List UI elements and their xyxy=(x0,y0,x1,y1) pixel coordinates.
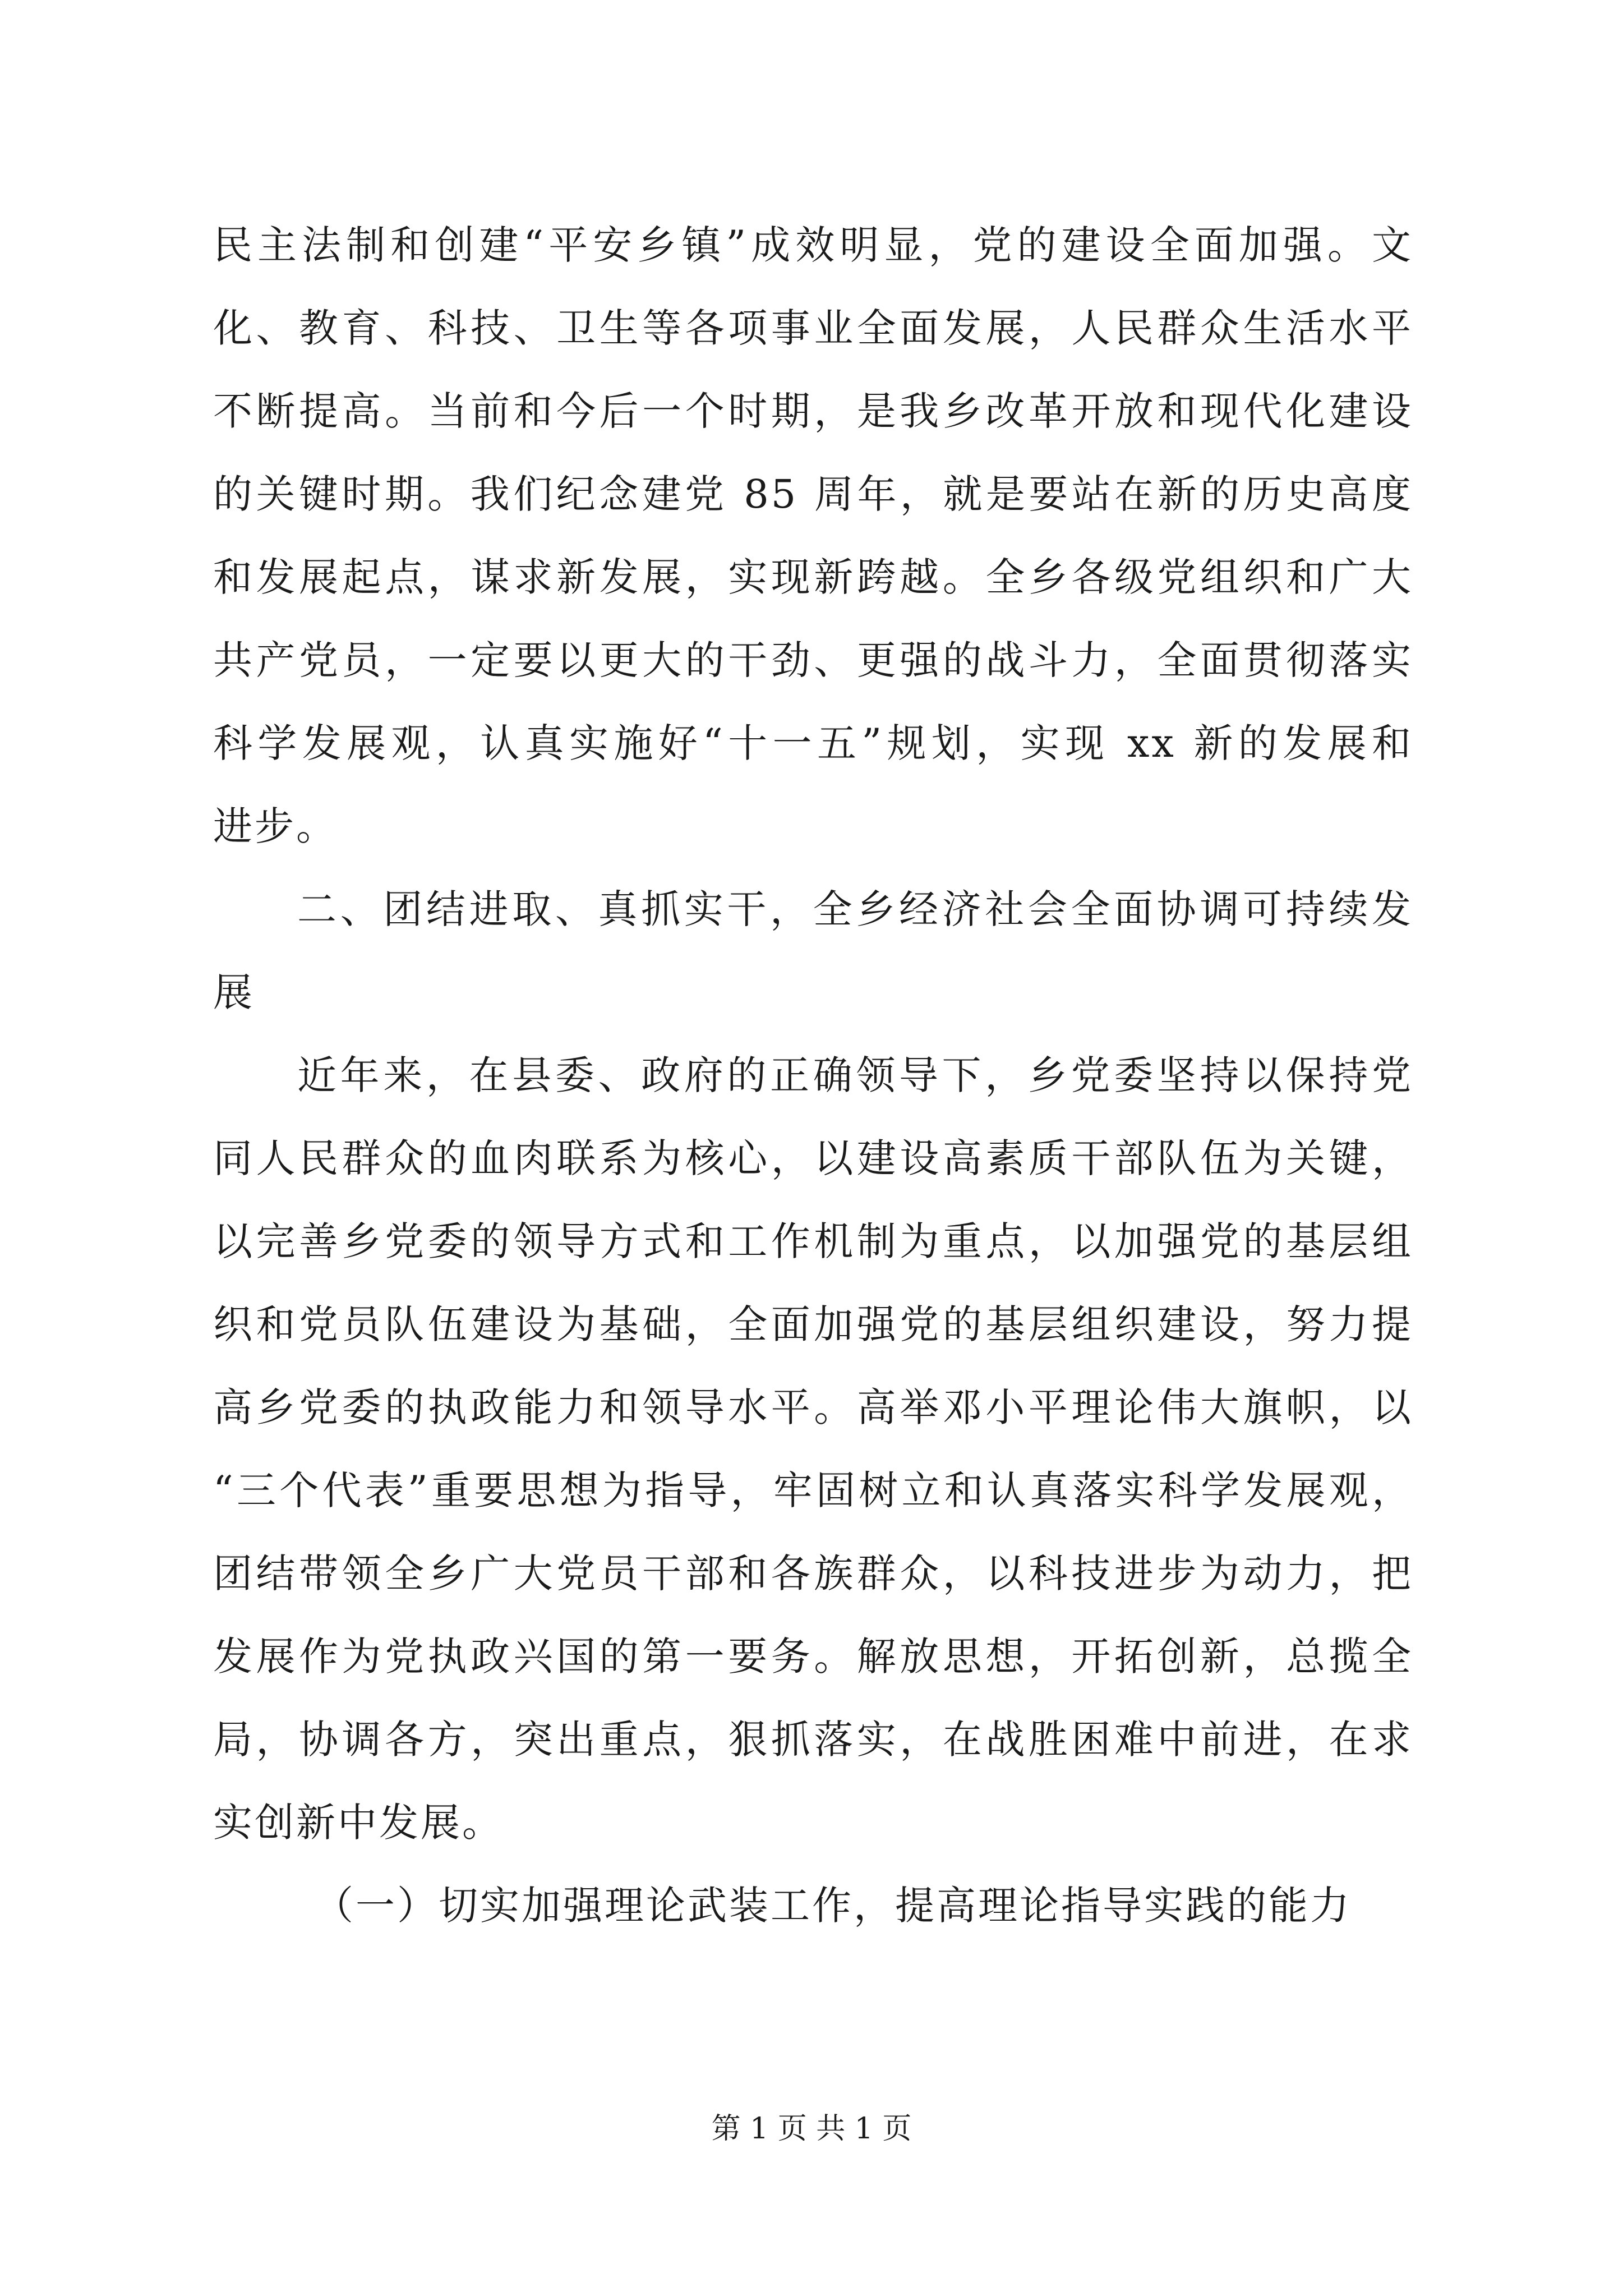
paragraph-line: 近年来，在县委、政府的正确领导下，乡党委坚持以保持党 xyxy=(297,1052,1413,1098)
paragraph-line: 同人民群众的血肉联系为核心，以建设高素质干部队伍为关键， xyxy=(213,1135,1413,1181)
paragraph-line: 团结带领全乡广大党员干部和各族群众，以科技进步为动力，把 xyxy=(213,1550,1413,1596)
paragraph-line: 高乡党委的执政能力和领导水平。高举邓小平理论伟大旗帜，以 xyxy=(213,1384,1413,1430)
paragraph-line: 民主法制和创建“平安乡镇”成效明显，党的建设全面加强。文 xyxy=(213,222,1413,268)
paragraph-line: 不断提高。当前和今后一个时期，是我乡改革开放和现代化建设 xyxy=(213,388,1413,434)
page-number-footer: 第 1 页 共 1 页 xyxy=(711,2112,912,2146)
paragraph-line: 实创新中发展。 xyxy=(213,1800,504,1846)
paragraph-line: 共产党员，一定要以更大的干劲、更强的战斗力，全面贯彻落实 xyxy=(213,637,1413,683)
paragraph-line: 化、教育、科技、卫生等各项事业全面发展，人民群众生活水平 xyxy=(213,305,1413,351)
section-heading-line: 展 xyxy=(213,969,255,1015)
paragraph-line: 以完善乡党委的领导方式和工作机制为重点，以加强党的基层组 xyxy=(213,1218,1413,1264)
section-heading-line: 二、团结进取、真抓实干，全乡经济社会全面协调可持续发 xyxy=(297,886,1413,932)
paragraph-line: 科学发展观，认真实施好“十一五”规划，实现 xx 新的发展和 xyxy=(213,720,1413,766)
paragraph-line: 的关键时期。我们纪念建党 85 周年，就是要站在新的历史高度 xyxy=(213,471,1413,517)
paragraph-line: 进步。 xyxy=(213,803,338,849)
paragraph-line: 局，协调各方，突出重点，狠抓落实，在战胜困难中前进，在求 xyxy=(213,1717,1413,1763)
paragraph-line: 织和党员队伍建设为基础，全面加强党的基层组织建设，努力提 xyxy=(213,1301,1413,1347)
paragraph-line: “三个代表”重要思想为指导，牢固树立和认真落实科学发展观， xyxy=(213,1467,1413,1513)
paragraph-line: 发展作为党执政兴国的第一要务。解放思想，开拓创新，总揽全 xyxy=(213,1634,1413,1680)
paragraph-line: 和发展起点，谋求新发展，实现新跨越。全乡各级党组织和广大 xyxy=(213,554,1413,600)
subsection-heading-line: （一）切实加强理论武装工作，提高理论指导实践的能力 xyxy=(314,1883,1352,1929)
